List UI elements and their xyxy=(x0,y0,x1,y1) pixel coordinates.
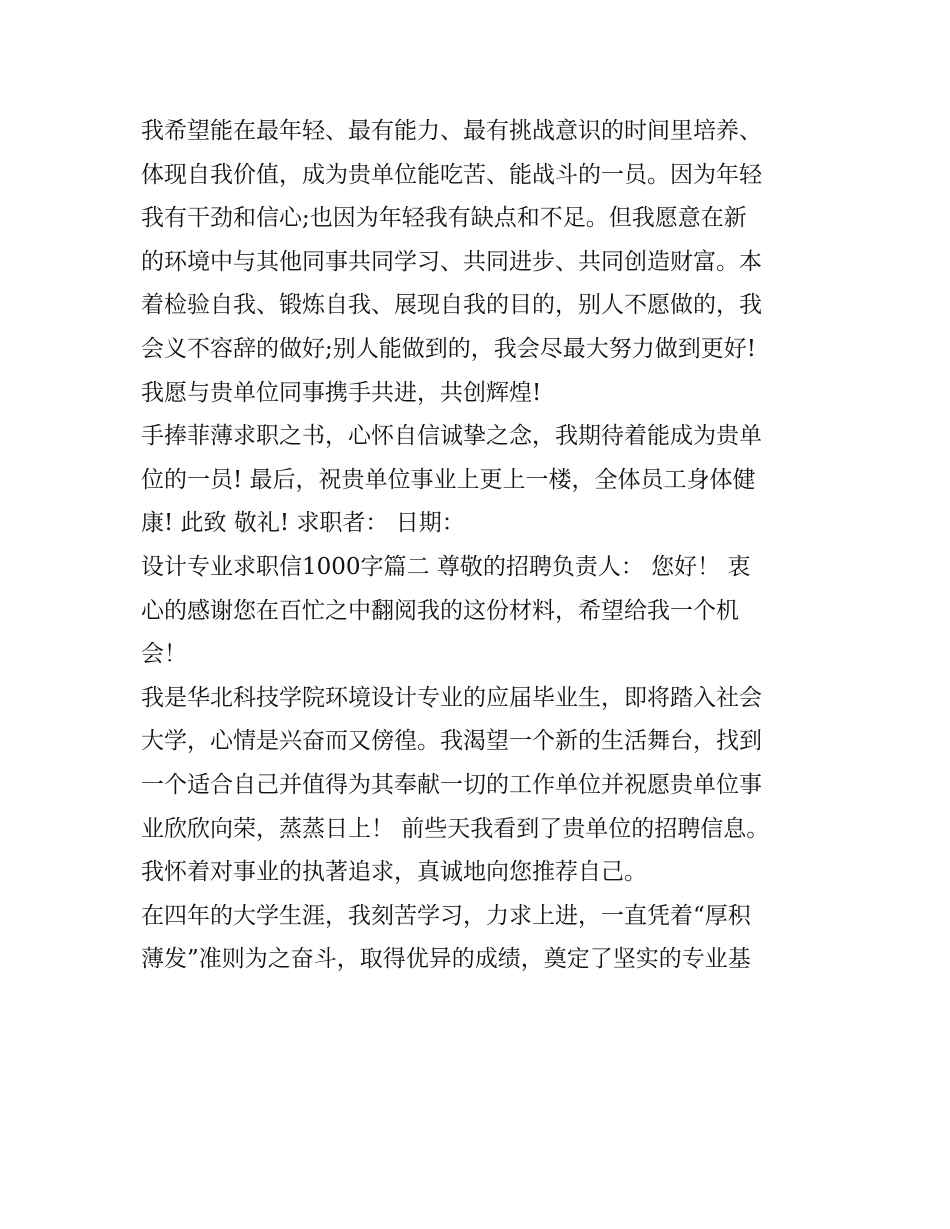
text-line: 我是华北科技学院环境设计专业的应届毕业生，即将踏入社会 xyxy=(141,684,762,711)
text-line: 着检验自我、锻炼自我、展现自我的目的，别人不愿做的，我 xyxy=(141,292,762,319)
text-line: 位的一员! 最后，祝贵单位事业上更上一楼，全体员工身体健 xyxy=(141,466,756,493)
text-line: 在四年的大学生涯，我刻苦学习，力求上进，一直凭着“厚积 xyxy=(141,902,751,929)
text-line: 体现自我价值，成为贵单位能吃苦、能战斗的一员。因为年轻 xyxy=(141,161,762,188)
text-line: 会义不容辞的做好;别人能做到的，我会尽最大努力做到更好! xyxy=(141,335,756,362)
text-line: 手捧菲薄求职之书，心怀自信诚挚之念，我期待着能成为贵单 xyxy=(141,423,762,450)
text-line: 我愿与贵单位同事携手共进，共创辉煌! xyxy=(141,379,542,406)
text-line: 的环境中与其他同事共同学习、共同进步、共同创造财富。本 xyxy=(141,248,762,275)
text-line: 一个适合自己并值得为其奉献一切的工作单位并祝愿贵单位事 xyxy=(141,771,762,798)
document-body xyxy=(141,110,821,982)
text-line: 康! 此致 敬礼! 求职者： 日期： xyxy=(141,510,465,537)
text-line: 会！ xyxy=(141,641,187,668)
text-line: 心的感谢您在百忙之中翻阅我的这份材料，希望给我一个机 xyxy=(141,597,739,624)
text-line: 设计专业求职信1000字篇二 尊敬的招聘负责人： 您好！ 衷 xyxy=(141,553,751,580)
text-line: 我希望能在最年轻、最有能力、最有挑战意识的时间里培养、 xyxy=(141,118,762,144)
text-line: 薄发”准则为之奋斗，取得优异的成绩，奠定了坚实的专业基 xyxy=(141,946,751,973)
text-line: 大学，心情是兴奋而又傍徨。我渴望一个新的生活舞台，找到 xyxy=(141,728,762,755)
text-line: 业欣欣向荣，蒸蒸日上！ 前些天我看到了贵单位的招聘信息。 xyxy=(141,815,770,842)
text-line: 我怀着对事业的执著追求，真诚地向您推荐自己。 xyxy=(141,859,647,886)
text-line: 我有干劲和信心;也因为年轻我有缺点和不足。但我愿意在新 xyxy=(141,205,747,232)
